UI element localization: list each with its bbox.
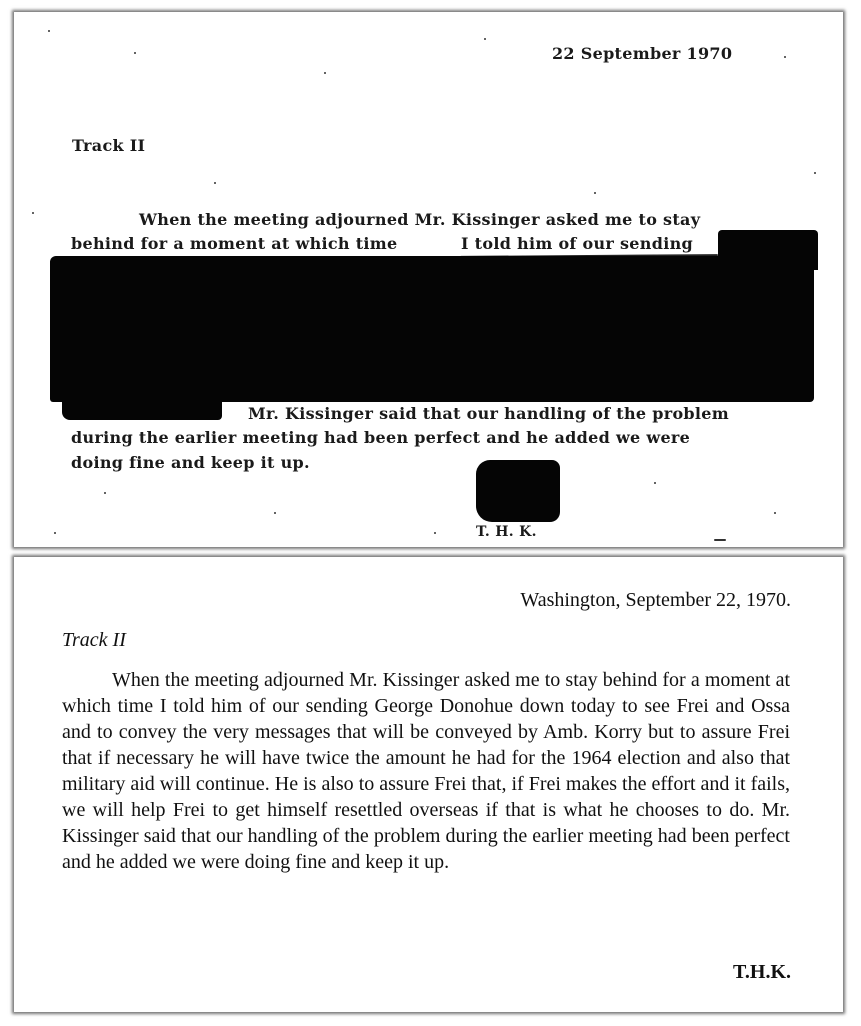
- original-line-3: Mr. Kissinger said that our handling of the problem: [248, 404, 729, 423]
- redaction-block: [62, 396, 222, 420]
- speck: [104, 492, 106, 494]
- transcript-dateline: Washington, September 22, 1970.: [520, 589, 791, 611]
- original-document-panel: [14, 12, 843, 547]
- speck: [484, 38, 486, 40]
- original-line-1: When the meeting adjourned Mr. Kissinger asked me to stay: [139, 210, 701, 229]
- speck: [274, 512, 276, 514]
- original-line-2a: behind for a moment at which time: [71, 234, 398, 253]
- transcript-panel: [14, 557, 843, 1012]
- speck: [214, 182, 216, 184]
- original-line-5: doing fine and keep it up.: [71, 453, 310, 472]
- original-signature: T. H. K.: [476, 524, 537, 540]
- transcript-heading: Track II: [62, 629, 126, 651]
- speck: [654, 482, 656, 484]
- speck: [54, 532, 56, 534]
- original-line-2b: I told him of our sending: [461, 234, 693, 253]
- speck: [324, 72, 326, 74]
- speck: [594, 192, 596, 194]
- speck: [774, 512, 776, 514]
- original-line-4: during the earlier meeting had been perfect and he added we were: [71, 428, 691, 447]
- transcript-body: When the meeting adjourned Mr. Kissinger asked me to stay behind for a moment at which time I told him of our sending George Donohue down today to see Frei and Ossa and to convey the very messages that will be conveyed by Amb. Korry but to assure Frei that if necessary he will have twice the amount he had for the 1964 election and also that military aid will continue. He is also to assure Frei that, if Frei makes the effort and it fails, we will help Frei to get himself resettled overseas if that is what he chooses to do. Mr. Kissinger said that our handling of the problem during the earlier meeting had been perfect and he added we were doing fine and keep it up.: [62, 669, 790, 873]
- transcript-signature: T.H.K.: [733, 961, 791, 983]
- speck: [48, 30, 50, 32]
- speck: [134, 52, 136, 54]
- speck: [714, 539, 726, 541]
- speck: [784, 56, 786, 58]
- original-heading: Track II: [72, 136, 146, 155]
- redaction-signature-block: [476, 460, 560, 522]
- speck: [434, 532, 436, 534]
- speck: [814, 172, 816, 174]
- original-date: 22 September 1970: [552, 44, 733, 63]
- speck: [32, 212, 34, 214]
- redaction-block: [50, 256, 814, 402]
